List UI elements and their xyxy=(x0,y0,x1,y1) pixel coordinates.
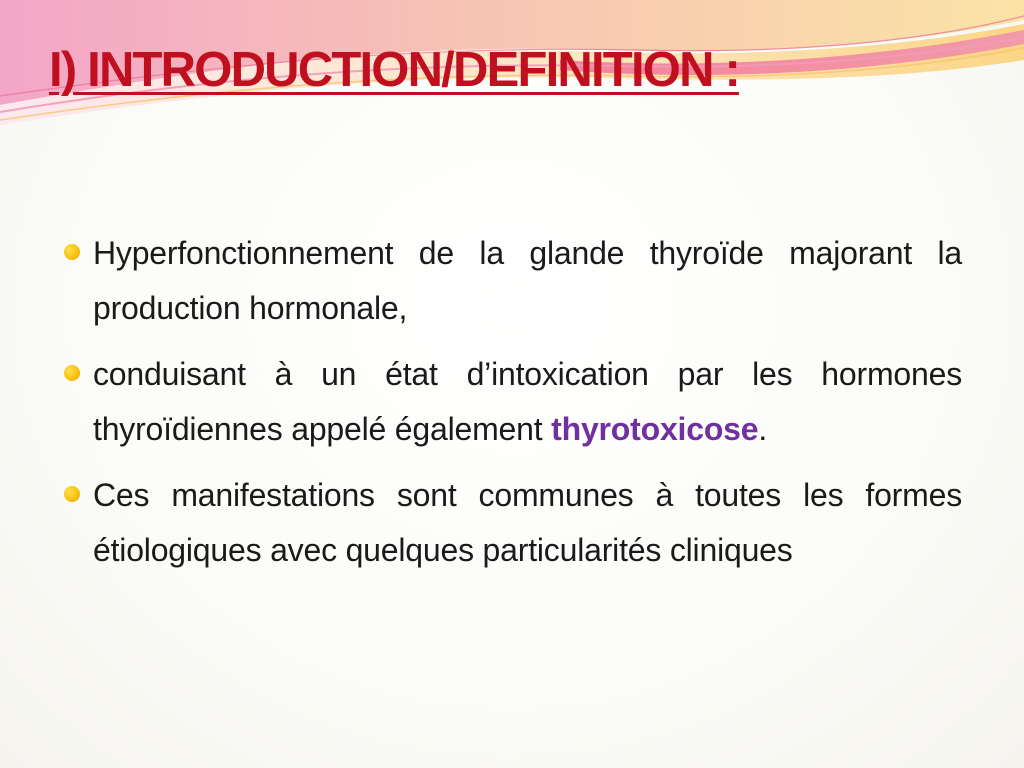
bullet-text: conduisant à un état d’intoxication par les hormones thyroïdiennes appelé également xyxy=(93,356,962,447)
highlighted-term: thyrotoxicose xyxy=(551,410,759,447)
bullet-text: Ces manifestations sont communes à toutes les formes étiologiques avec quelques particularités cliniques xyxy=(93,477,962,568)
slide-title: I) INTRODUCTION/DEFINITION : xyxy=(49,43,739,97)
bullet-suffix: . xyxy=(758,410,768,447)
bullet-text: Hyperfonctionnement de la glande thyroïde majorant la production hormonale, xyxy=(93,235,962,326)
bullet-item xyxy=(62,347,962,456)
bullet-item xyxy=(62,468,962,577)
bullet-list xyxy=(62,226,962,589)
bullet-dot-icon xyxy=(64,244,80,260)
bullet-dot-icon xyxy=(64,486,80,502)
bullet-item xyxy=(62,226,962,335)
bullet-dot-icon xyxy=(64,365,80,381)
